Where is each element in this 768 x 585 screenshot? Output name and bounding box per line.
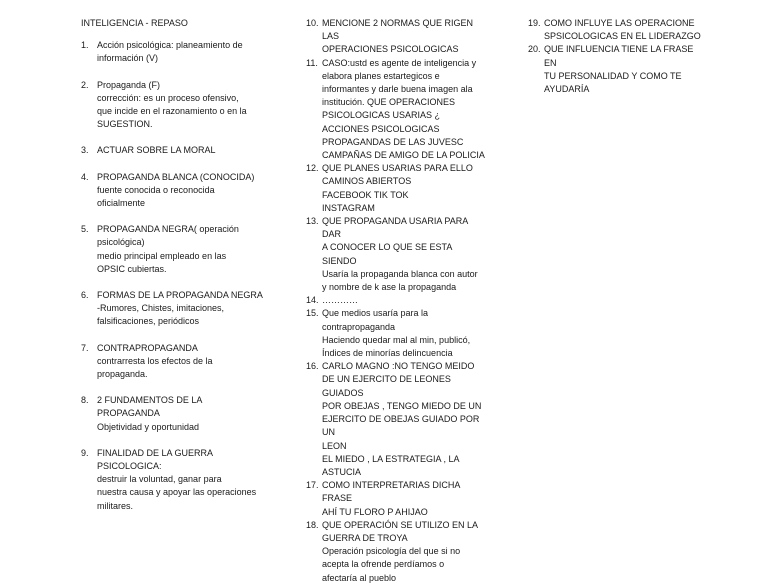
item-text-line: psicológica) xyxy=(97,237,145,248)
item-text-line: QUE OPERACIÓN SE UTILIZO EN LA xyxy=(322,519,479,530)
item-text-line: AYUDARÍA xyxy=(544,84,590,95)
item-number: 12. xyxy=(306,163,319,174)
item-text-line: PSICOLOGICA: xyxy=(97,461,162,472)
item-text-line: corrección: es un proceso ofensivo, xyxy=(97,92,239,103)
item-number: 3. xyxy=(81,145,89,156)
item-text-line: propaganda. xyxy=(97,369,148,380)
item-number: 13. xyxy=(306,216,319,227)
item-text-line: ACCIONES PSICOLOGICAS xyxy=(322,123,440,134)
item-number: 18. xyxy=(306,519,319,530)
item-text-line: QUE INFLUENCIA TIENE LA FRASE EN xyxy=(544,44,694,68)
item-text-line: Índices de minorías delincuencia xyxy=(322,348,453,359)
list-item xyxy=(306,479,486,519)
item-text-line: información (V) xyxy=(97,53,159,64)
item-text-line: INSTAGRAM xyxy=(322,202,375,213)
item-text-line: EL MIEDO , LA ESTRATEGIA , LA xyxy=(322,453,460,464)
question-list-3 xyxy=(528,17,708,96)
item-text-line: TU PERSONALIDAD Y COMO TE xyxy=(544,70,682,81)
item-text-line: DE UN EJERCITO DE LEONES GUIADOS xyxy=(322,374,451,398)
item-text-line: CONTRAPROPAGANDA xyxy=(97,342,198,353)
item-number: 9. xyxy=(81,447,89,458)
item-text-line: acepta la ofrende perdíamos o xyxy=(322,559,445,570)
item-text-line: Acción psicológica: planeamiento de xyxy=(97,40,243,51)
list-item xyxy=(306,57,486,163)
item-number: 14. xyxy=(306,295,319,306)
item-text-line: FINALIDAD DE LA GUERRA xyxy=(97,447,214,458)
column-1 xyxy=(81,17,266,526)
item-text-line: OPSIC cubiertas. xyxy=(97,263,167,274)
item-text-line: Que medios usaría para la xyxy=(322,308,429,319)
list-item xyxy=(306,17,486,57)
item-text-line: medio principal empleado en las xyxy=(97,250,227,261)
item-text-line: ACTUAR SOBRE LA MORAL xyxy=(97,145,216,156)
item-text-line: ASTUCIA xyxy=(322,466,362,477)
list-item xyxy=(306,519,486,585)
item-text-line: elabora planes estartegicos e xyxy=(322,70,440,81)
item-number: 1. xyxy=(81,40,89,51)
item-text-line: FORMAS DE LA PROPAGANDA NEGRA xyxy=(97,290,263,301)
item-text-line: COMO INTERPRETARIAS DICHA FRASE xyxy=(322,480,460,504)
item-text-line: falsificaciones, periódicos xyxy=(97,316,200,327)
item-number: 19. xyxy=(528,18,541,28)
list-item xyxy=(306,307,486,360)
item-text-line: SPSICOLOGICAS EN EL LIDERAZGO xyxy=(544,31,701,42)
item-text-line: PSICOLOGICAS USARIAS ¿ xyxy=(322,110,441,121)
item-text-line: CARLO MAGNO :NO TENGO MEIDO xyxy=(322,361,475,372)
item-number: 11. xyxy=(306,57,318,68)
item-text-line: A CONOCER LO QUE SE ESTA SIENDO xyxy=(322,242,452,266)
item-number: 6. xyxy=(81,290,89,301)
item-number: 17. xyxy=(306,480,319,491)
list-item xyxy=(81,39,266,65)
item-text-line: nuestra causa y apoyar las operaciones xyxy=(97,487,257,498)
column-2 xyxy=(306,17,486,585)
item-number: 7. xyxy=(81,342,89,353)
item-text-line: Objetividad y oportunidad xyxy=(97,421,200,432)
list-item xyxy=(81,144,266,157)
item-number: 16. xyxy=(306,361,319,372)
question-list-2 xyxy=(306,17,486,585)
list-item xyxy=(81,79,266,132)
list-item xyxy=(81,223,266,276)
item-text-line: CAMPAÑAS DE AMIGO DE LA POLICIA xyxy=(322,150,485,161)
item-text-line: PROPAGANDAS DE LAS JUVESC xyxy=(322,136,464,147)
item-text-line: destruir la voluntad, ganar para xyxy=(97,474,222,485)
item-text-line: -Rumores, Chistes, imitaciones, xyxy=(97,303,225,314)
list-item xyxy=(81,171,266,211)
item-text-line: PROPAGANDA xyxy=(97,408,160,419)
item-text-line: POR OBEJAS , TENGO MIEDO DE UN xyxy=(322,400,482,411)
item-text-line: CASO:ustd es agente de inteligencia y xyxy=(322,57,477,68)
item-text-line: afectaría al pueblo xyxy=(322,572,397,583)
item-number: 2. xyxy=(81,79,89,90)
list-item xyxy=(306,294,486,307)
item-text-line: OPERACIONES PSICOLOGICAS xyxy=(322,44,459,55)
item-text-line: FACEBOOK TIK TOK xyxy=(322,189,409,200)
list-item xyxy=(81,394,266,434)
item-text-line: COMO INFLUYE LAS OPERACIONE xyxy=(544,18,695,28)
item-text-line: Propaganda (F) xyxy=(97,79,161,90)
page-title: INTELIGENCIA - REPASO xyxy=(81,18,188,28)
item-text-line: SUGESTION. xyxy=(97,119,153,130)
list-item xyxy=(306,215,486,294)
item-text-line: CAMINOS ABIERTOS xyxy=(322,176,412,187)
list-item xyxy=(81,342,266,382)
item-text-line: militares. xyxy=(97,500,134,511)
item-text-line: oficialmente xyxy=(97,198,146,209)
item-text-line: 2 FUNDAMENTOS DE LA xyxy=(97,395,203,406)
item-text-line: Operación psicología del que si no xyxy=(322,546,461,557)
item-text-line: que incide en el razonamiento o en la xyxy=(97,106,247,117)
list-item xyxy=(528,43,708,96)
item-number: 15. xyxy=(306,308,319,319)
item-text-line: GUERRA DE TROYA xyxy=(322,532,408,543)
item-text-line: institución. QUE OPERACIONES xyxy=(322,97,456,108)
item-text-line: Usaría la propaganda blanca con autor xyxy=(322,268,478,279)
item-text-line: contrapropaganda xyxy=(322,321,396,332)
item-text-line: AHÍ TU FLORO P AHIJAO xyxy=(322,506,428,517)
item-text-line: MENCIONE 2 NORMAS QUE RIGEN LAS xyxy=(322,18,474,42)
list-item xyxy=(528,17,708,43)
item-text-line: Haciendo quedar mal al min, publicó, xyxy=(322,334,471,345)
item-text-line: informantes y darle buena imagen ala xyxy=(322,84,473,95)
item-number: 4. xyxy=(81,171,89,182)
item-number: 10. xyxy=(306,18,319,28)
list-item xyxy=(306,360,486,479)
item-text-line: PROPAGANDA NEGRA( operación xyxy=(97,224,239,235)
item-number: 5. xyxy=(81,224,89,235)
item-text-line: QUE PROPAGANDA USARIA PARA DAR xyxy=(322,216,468,240)
list-item xyxy=(81,447,266,513)
item-text-line: PROPAGANDA BLANCA (CONOCIDA) xyxy=(97,171,255,182)
item-number: 8. xyxy=(81,395,89,406)
item-text-line: EJERCITO DE OBEJAS GUIADO POR UN xyxy=(322,414,480,438)
item-text-line: ………… xyxy=(322,295,358,306)
list-item xyxy=(81,289,266,329)
question-list-1 xyxy=(81,39,266,513)
item-text-line: contrarresta los efectos de la xyxy=(97,355,213,366)
item-text-line: LEON xyxy=(322,440,347,451)
list-item xyxy=(306,162,486,215)
item-text-line: y nombre de k ase la propaganda xyxy=(322,282,457,293)
column-3 xyxy=(528,17,708,96)
item-text-line: fuente conocida o reconocida xyxy=(97,184,215,195)
item-number: 20. xyxy=(528,44,541,55)
item-text-line: QUE PLANES USARIAS PARA ELLO xyxy=(322,163,473,174)
